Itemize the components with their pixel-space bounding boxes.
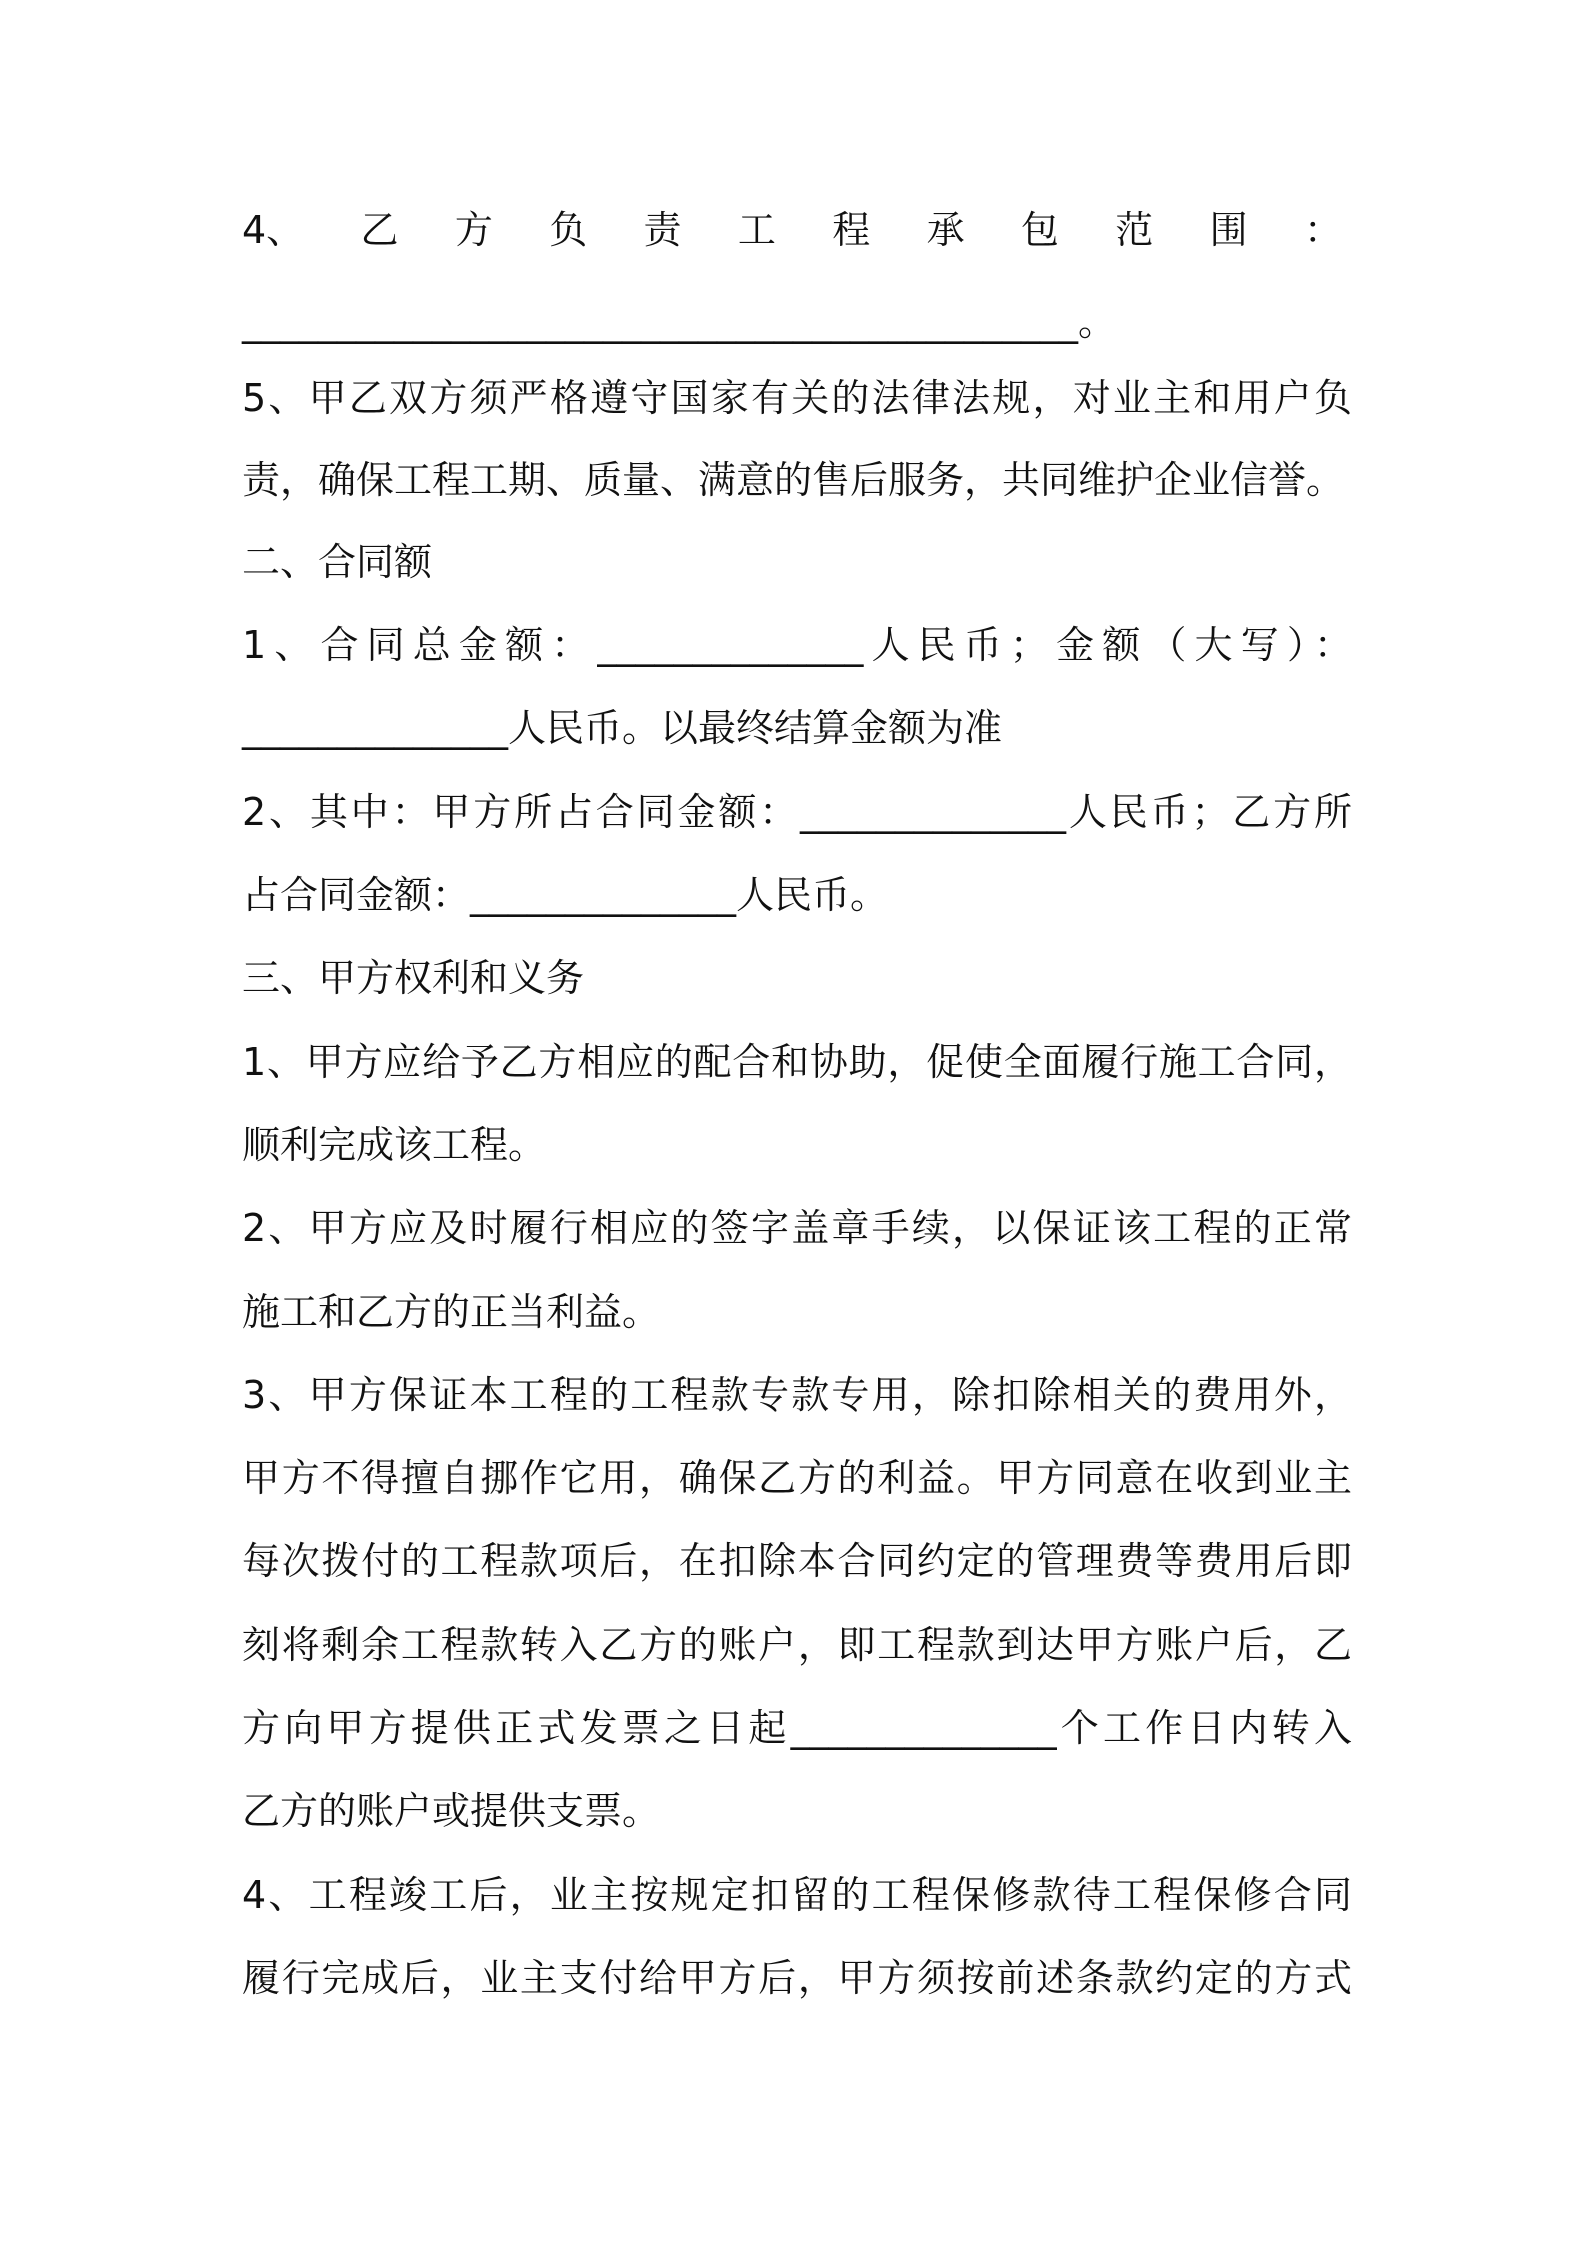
line-8: 2、其中：甲方所占合同金额：______________人民币；乙方所 xyxy=(242,790,1352,834)
line-12: 顺利完成该工程。 xyxy=(242,1123,547,1167)
spread-char: 工 xyxy=(737,208,776,252)
line-4: 责，确保工程工期、质量、满意的售后服务，共同维护企业信誉。 xyxy=(242,458,1345,502)
line-16: 甲方不得擅自挪作它用，确保乙方的利益。甲方同意在收到业主 xyxy=(242,1456,1352,1500)
spread-char: 责 xyxy=(643,208,682,252)
line-17: 每次拨付的工程款项后，在扣除本合同约定的管理费等费用后即 xyxy=(242,1539,1352,1583)
spread-char: 4、 xyxy=(242,208,305,252)
spread-char: 包 xyxy=(1020,208,1059,252)
line-19: 方向甲方提供正式发票之日起______________个工作日内转入 xyxy=(242,1706,1352,1750)
spread-char: 方 xyxy=(454,208,493,252)
spread-char: 围 xyxy=(1209,208,1248,252)
line-18: 刻将剩余工程款转入乙方的账户，即工程款到达甲方账户后，乙 xyxy=(242,1623,1352,1667)
line-15: 3、甲方保证本工程的工程款专款专用，除扣除相关的费用外， xyxy=(242,1373,1352,1417)
line-21: 4、工程竣工后，业主按规定扣留的工程保修款待工程保修合同 xyxy=(242,1873,1352,1917)
line-2: ____________________________________________。 xyxy=(242,300,1117,344)
scope-heading-spread xyxy=(242,205,1342,255)
line-13: 2、甲方应及时履行相应的签字盖章手续，以保证该工程的正常 xyxy=(242,1206,1352,1250)
line-14: 施工和乙方的正当利益。 xyxy=(242,1290,661,1334)
spread-char: ： xyxy=(1303,208,1342,252)
line-1 xyxy=(242,205,1362,255)
line-20: 乙方的账户或提供支票。 xyxy=(242,1789,661,1833)
section-heading-contract-amount: 二、合同额 xyxy=(242,540,433,584)
spread-char: 范 xyxy=(1115,208,1154,252)
line-11: 1、甲方应给予乙方相应的配合和协助，促使全面履行施工合同， xyxy=(242,1040,1352,1084)
spread-char: 承 xyxy=(926,208,965,252)
document-page xyxy=(242,0,1362,2244)
spread-char: 负 xyxy=(549,208,588,252)
line-7: ______________人民币。以最终结算金额为准 xyxy=(242,706,1003,750)
spread-char: 程 xyxy=(832,208,871,252)
line-6: 1、合同总金额：______________人民币；金额（大写）： xyxy=(242,623,1352,667)
spread-char: 乙 xyxy=(360,208,399,252)
line-3: 5、甲乙双方须严格遵守国家有关的法律法规，对业主和用户负 xyxy=(242,376,1352,420)
section-heading-party-a-rights: 三、甲方权利和义务 xyxy=(242,956,585,1000)
line-22: 履行完成后，业主支付给甲方后，甲方须按前述条款约定的方式 xyxy=(242,1956,1352,2000)
line-9: 占合同金额：______________人民币。 xyxy=(242,873,889,917)
